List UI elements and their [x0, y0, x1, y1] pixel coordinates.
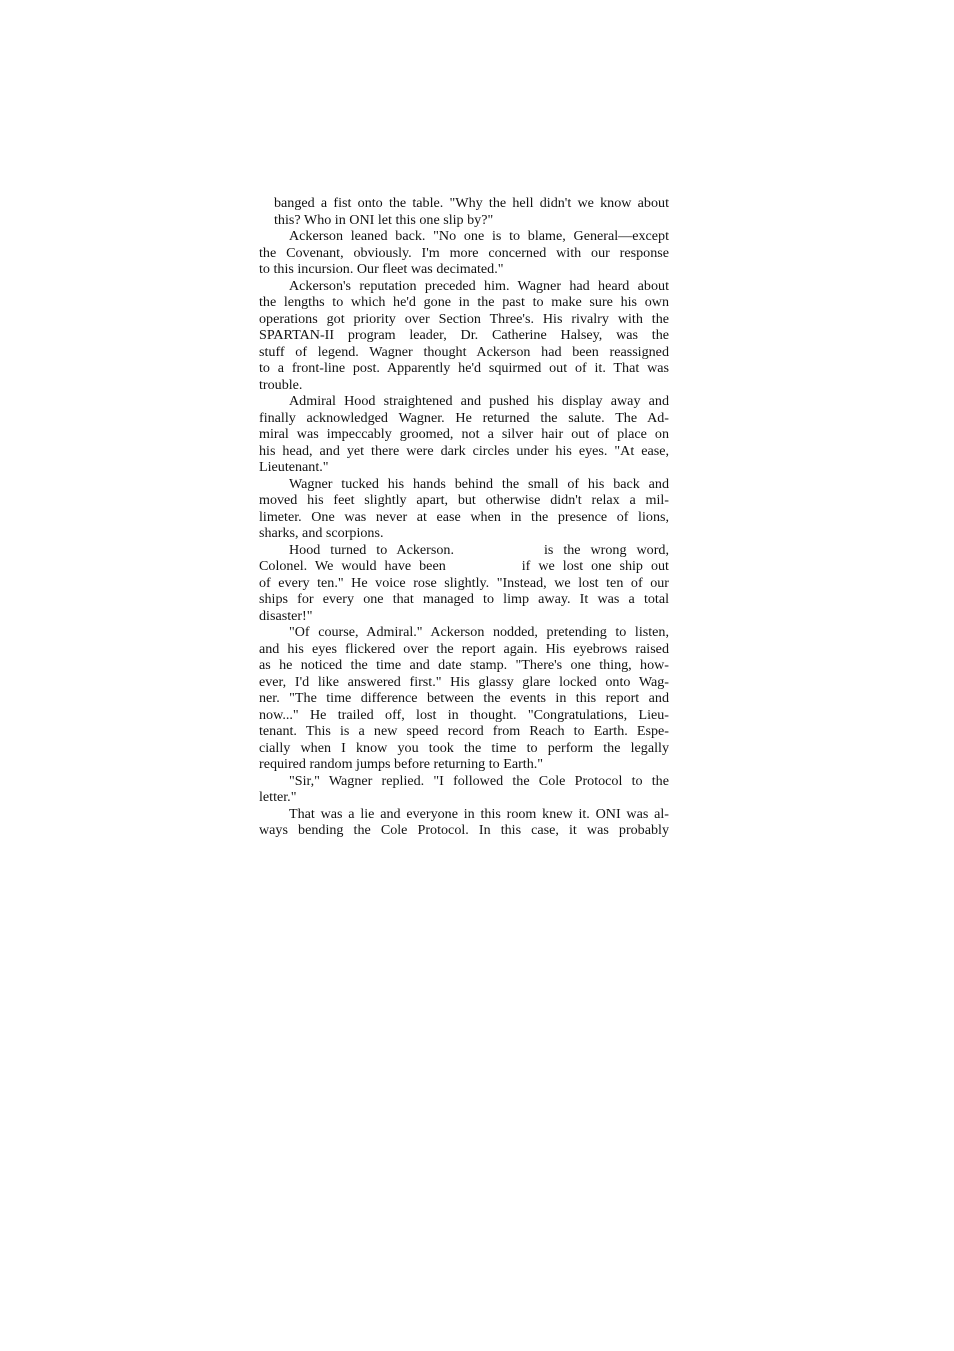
- text-line: disaster!": [259, 607, 313, 624]
- text-line: as he noticed the time and date stamp. "There's one thing, how-: [259, 657, 669, 673]
- text-line: finally acknowledged Wagner. He returned the salute. The Ad-: [259, 409, 669, 426]
- text-line: letter.": [259, 789, 297, 805]
- text-line-with-gap: [274, 542, 669, 559]
- text-line: ner. "The time difference between the events in this report and: [259, 690, 669, 706]
- text-line: trouble.: [259, 376, 303, 393]
- text-line: ever, I'd like answered first." His glassy glare locked onto Wag-: [259, 673, 669, 690]
- text-line: SPARTAN-II program leader, Dr. Catherine Halsey, was the: [259, 327, 669, 343]
- text-line: the lengths to which he'd gone in the past to make sure his own: [259, 294, 669, 310]
- text-line: moved his feet slightly apart, but otherwise didn't relax a mil-: [259, 492, 669, 508]
- text-line: his head, and yet there were dark circles under his eyes. "At ease,: [259, 442, 669, 459]
- text-line: Ackerson's reputation preceded him. Wagner had heard about: [289, 277, 669, 294]
- text-line: banged a fist onto the table. "Why the hell didn't we know about: [274, 195, 669, 211]
- text-line: Ackerson leaned back. "No one is to blame, General—except: [289, 228, 669, 244]
- text-line: That was a lie and everyone in this room knew it. ONI was al-: [289, 805, 669, 822]
- text-line: "Of course, Admiral." Ackerson nodded, pretending to listen,: [289, 624, 669, 640]
- text-line: of every ten." He voice rose slightly. "Instead, we lost ten of our: [259, 574, 669, 591]
- paragraph-7: [259, 624, 669, 773]
- text-line: required random jumps before returning to Earth.": [259, 756, 544, 772]
- text-line: ways bending the Cole Protocol. In this case, it was probably: [259, 822, 669, 838]
- paragraph-3: [259, 277, 669, 394]
- paragraph-8: [259, 772, 669, 806]
- text-fragment: Hood turned to Ackerson.: [289, 541, 454, 558]
- paragraph-6: [259, 541, 669, 625]
- text-line: to this incursion. Our fleet was decimated.": [259, 261, 504, 277]
- text-line: "Sir," Wagner replied. "I followed the Cole Protocol to the: [289, 772, 669, 789]
- text-line: this? Who in ONI let this one slip by?": [274, 211, 494, 228]
- text-line: now..." He trailed off, lost in thought. "Congratulations, Lieu-: [259, 706, 669, 723]
- paragraph-1: [274, 195, 669, 228]
- paragraph-4: [259, 393, 669, 476]
- text-line: ships for every one that managed to limp away. It was a total: [259, 591, 669, 607]
- text-line: to a front-line post. Apparently he'd squirmed out of it. That was: [259, 360, 669, 376]
- text-fragment: if we lost one ship out: [521, 558, 669, 574]
- text-line: cially when I know you took the time to perform the legally: [259, 739, 669, 756]
- text-line: limeter. One was never at ease when in the presence of lions,: [259, 508, 669, 525]
- text-line: the Covenant, obviously. I'm more concerned with our response: [259, 244, 669, 261]
- text-line: sharks, and scorpions.: [259, 525, 384, 541]
- text-line: Admiral Hood straightened and pushed his display away and: [289, 393, 669, 409]
- text-fragment: Colonel. We would have been: [259, 558, 446, 574]
- text-line: miral was impeccably groomed, not a silver hair out of place on: [259, 426, 669, 442]
- book-text: [259, 195, 669, 839]
- text-line: operations got priority over Section Three's. His rivalry with the: [259, 310, 669, 327]
- text-line: tenant. This is a new speed record from Reach to Earth. Espe-: [259, 723, 669, 739]
- paragraph-5: [259, 475, 669, 542]
- paragraph-2: [259, 228, 669, 278]
- text-line: Lieutenant.": [259, 459, 329, 475]
- text-line-with-gap: [259, 558, 669, 575]
- text-fragment: is the wrong word,: [543, 541, 669, 558]
- text-line: stuff of legend. Wagner thought Ackerson had been reassigned: [259, 343, 669, 360]
- text-line: Wagner tucked his hands behind the small of his back and: [289, 475, 669, 492]
- text-line: and his eyes flickered over the report again. His eyebrows raised: [259, 640, 669, 657]
- paragraph-9: [259, 805, 669, 839]
